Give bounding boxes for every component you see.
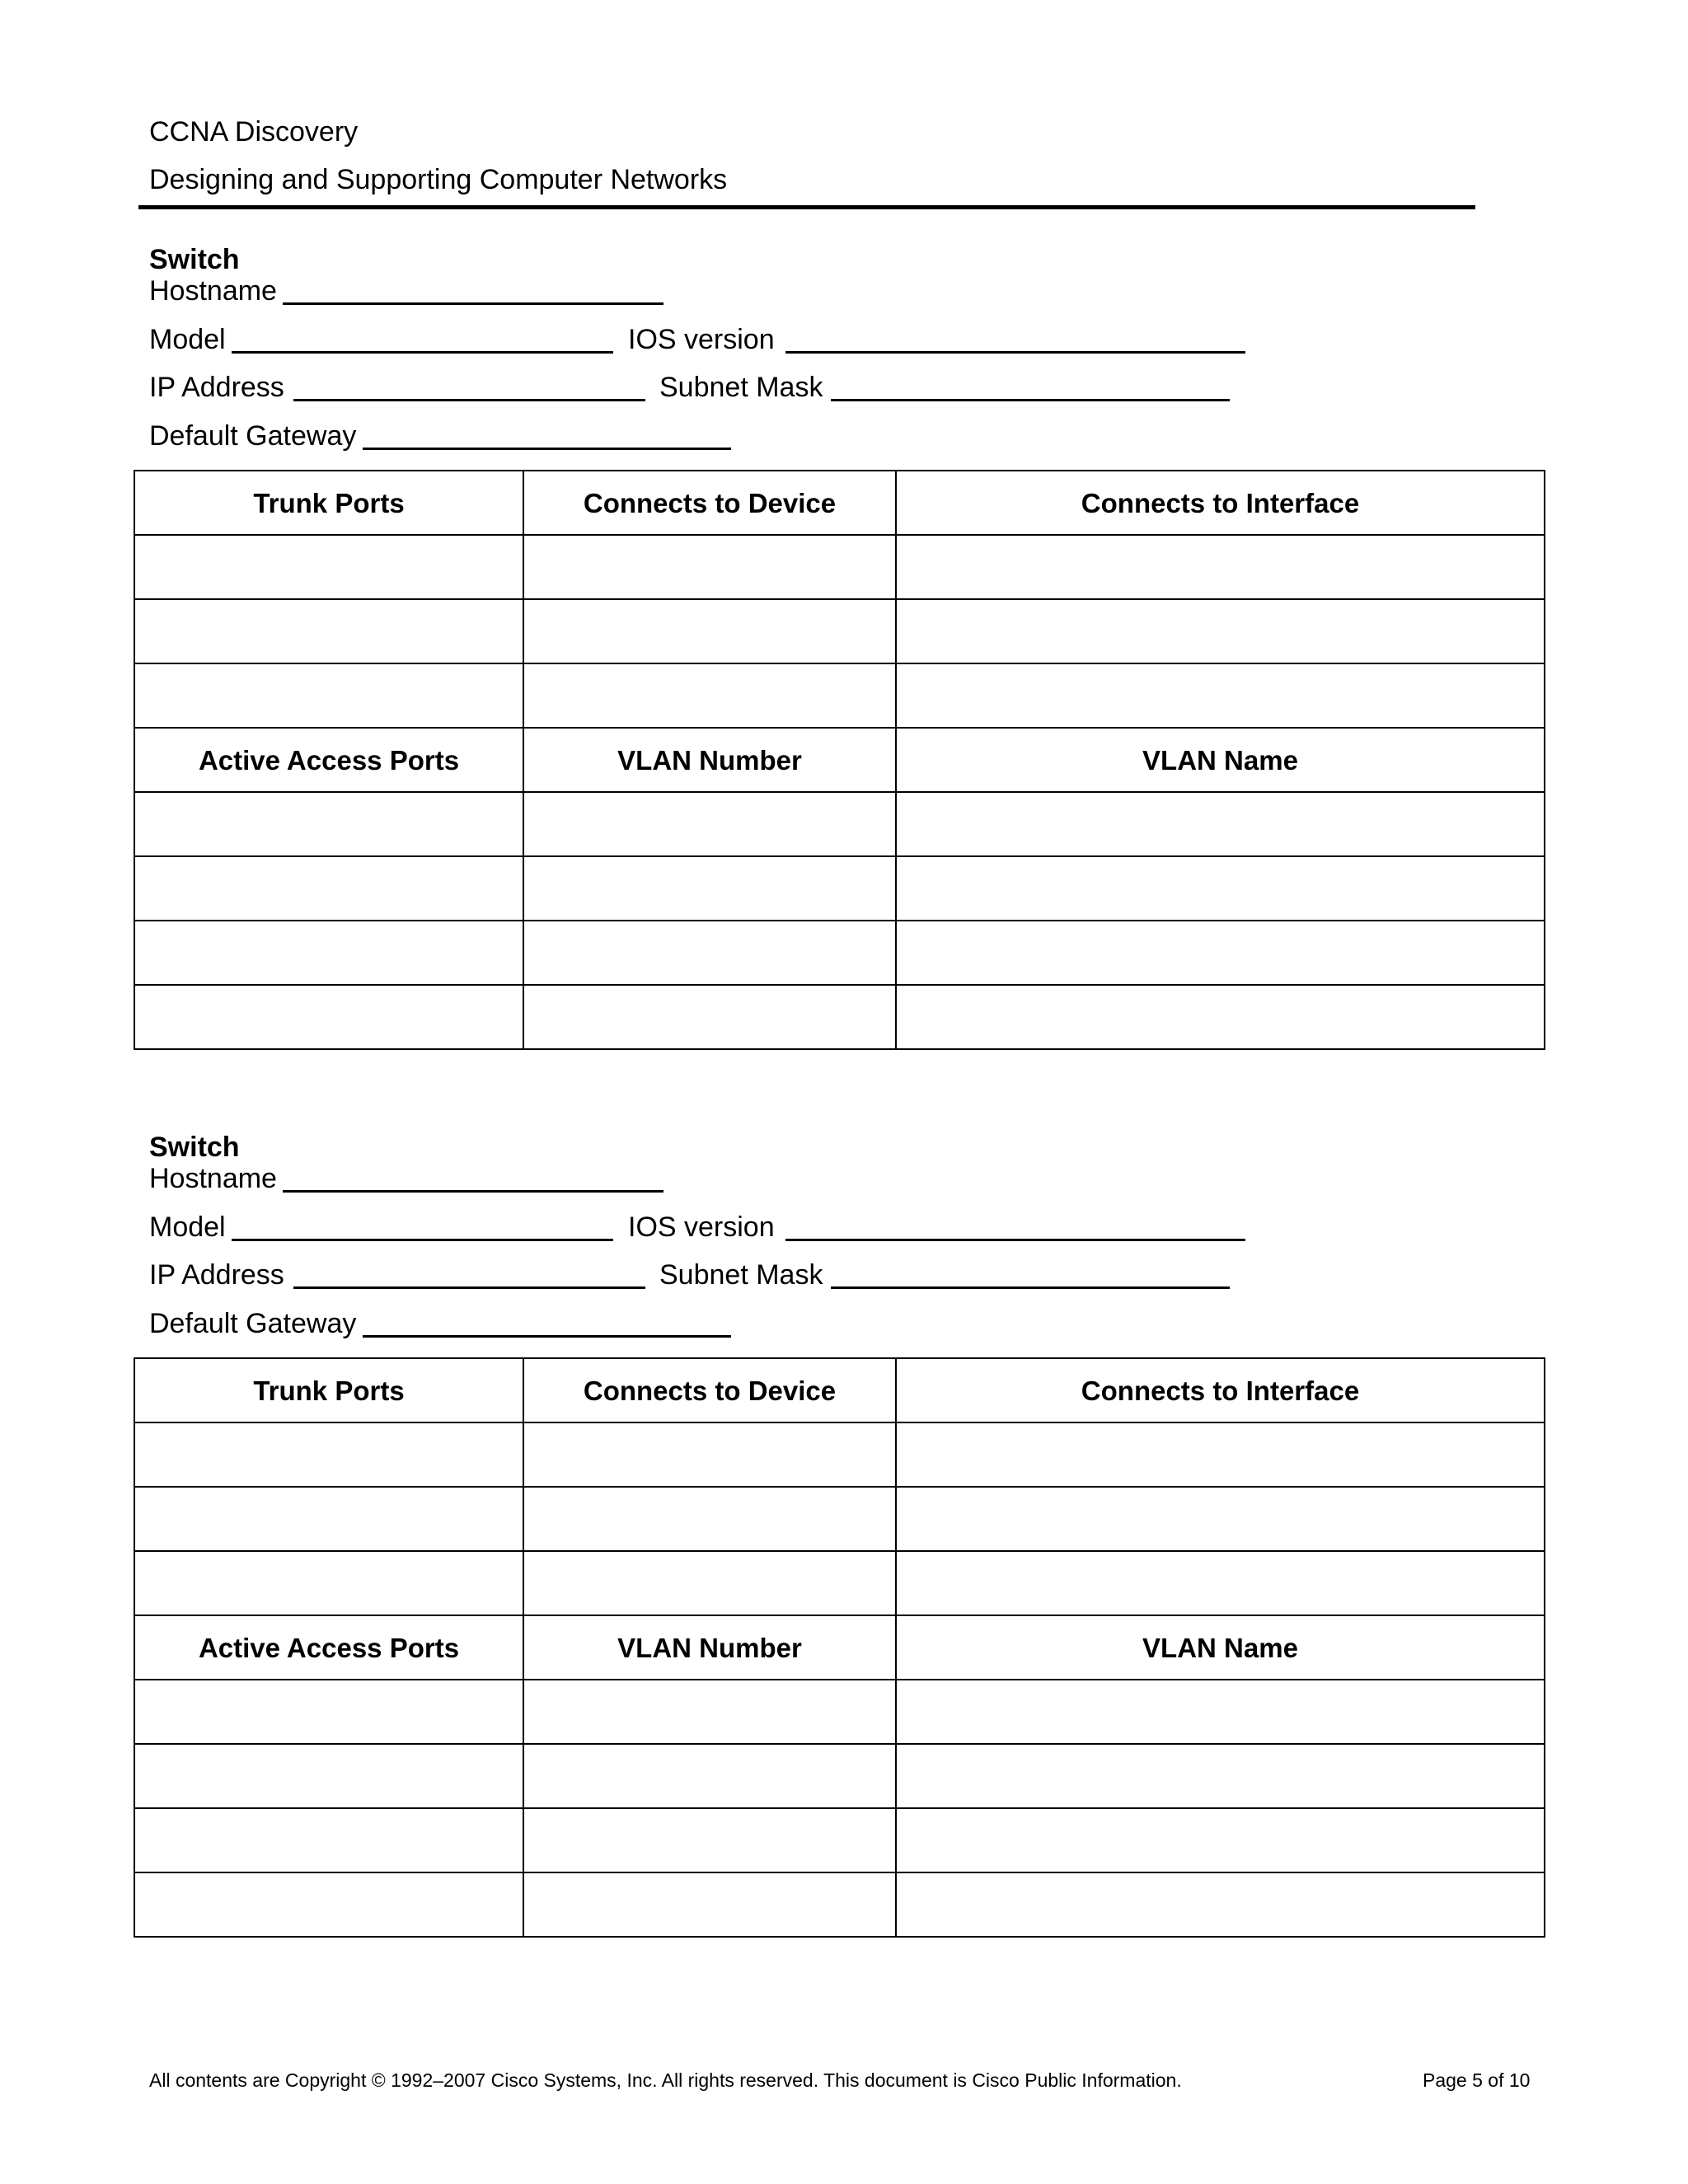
table-cell[interactable] [523,1872,896,1937]
table-cell[interactable] [134,1744,523,1808]
table-cell[interactable] [523,985,896,1049]
table-cell[interactable] [523,535,896,599]
subnet-mask-blank[interactable] [831,1286,1230,1289]
table-cell[interactable] [134,599,523,663]
copyright-notice: All contents are Copyright © 1992–2007 Cisco Systems, Inc. All rights reserved. This document is Cisco Public Information. [149,2069,1182,2091]
table-cell[interactable] [523,1487,896,1551]
table-cell[interactable] [896,1808,1545,1872]
table-row [134,792,1545,856]
model-blank[interactable] [232,1239,613,1241]
table-cell[interactable] [134,535,523,599]
table-cell[interactable] [523,599,896,663]
table-row [134,663,1545,728]
table-row [134,1551,1545,1615]
page-number: Page 5 of 10 [1423,2069,1531,2091]
hostname-label: Hostname [149,275,277,307]
subnet-mask-label: Subnet Mask [659,372,823,403]
table-cell[interactable] [896,1487,1545,1551]
trunk-ports-header: Trunk Ports [134,1358,523,1422]
table-cell[interactable] [523,1744,896,1808]
ip-address-blank[interactable] [293,399,645,401]
hostname-label: Hostname [149,1163,277,1194]
table-cell[interactable] [896,1872,1545,1937]
model-blank[interactable] [232,351,613,354]
vlan-name-header: VLAN Name [896,728,1545,792]
table-cell[interactable] [134,1872,523,1937]
section-title: Switch [149,244,240,275]
table-cell[interactable] [523,921,896,985]
ios-version-label: IOS version [628,324,775,355]
switch-ports-table [134,470,1545,1050]
table-cell[interactable] [896,535,1545,599]
table-row [134,728,1545,792]
table-row [134,471,1545,535]
table-cell[interactable] [896,1744,1545,1808]
table-cell[interactable] [523,1680,896,1744]
document-title: Designing and Supporting Computer Networks [149,164,728,195]
default-gateway-label: Default Gateway [149,420,357,452]
table-cell[interactable] [523,1551,896,1615]
table-cell[interactable] [896,1551,1545,1615]
table-cell[interactable] [896,599,1545,663]
table-cell[interactable] [896,663,1545,728]
table-cell[interactable] [134,1680,523,1744]
section-title: Switch [149,1132,240,1163]
table-row [134,921,1545,985]
connects-to-device-header: Connects to Device [523,1358,896,1422]
table-cell[interactable] [896,856,1545,921]
ip-address-label: IP Address [149,1259,284,1291]
ios-version-blank[interactable] [785,351,1245,354]
table-cell[interactable] [896,985,1545,1049]
vlan-name-header: VLAN Name [896,1615,1545,1680]
connects-to-interface-header: Connects to Interface [896,471,1545,535]
table-row [134,1680,1545,1744]
table-row [134,1358,1545,1422]
model-label: Model [149,1212,226,1243]
connects-to-interface-header: Connects to Interface [896,1358,1545,1422]
table-cell[interactable] [134,1808,523,1872]
table-cell[interactable] [134,1422,523,1487]
default-gateway-blank[interactable] [363,1335,731,1338]
hostname-blank[interactable] [283,302,663,305]
ios-version-label: IOS version [628,1212,775,1243]
vlan-number-header: VLAN Number [523,728,896,792]
header-rule [138,205,1475,209]
table-cell[interactable] [523,792,896,856]
model-label: Model [149,324,226,355]
trunk-ports-header: Trunk Ports [134,471,523,535]
table-row [134,1615,1545,1680]
table-cell[interactable] [896,792,1545,856]
default-gateway-label: Default Gateway [149,1308,357,1339]
table-row [134,1487,1545,1551]
table-cell[interactable] [134,792,523,856]
table-row [134,985,1545,1049]
table-cell[interactable] [523,1808,896,1872]
table-row [134,535,1545,599]
table-row [134,1872,1545,1937]
subnet-mask-blank[interactable] [831,399,1230,401]
table-cell[interactable] [523,856,896,921]
table-cell[interactable] [134,663,523,728]
table-row [134,1422,1545,1487]
ip-address-blank[interactable] [293,1286,645,1289]
table-cell[interactable] [896,1680,1545,1744]
ios-version-blank[interactable] [785,1239,1245,1241]
table-cell[interactable] [523,1422,896,1487]
table-cell[interactable] [523,663,896,728]
active-access-ports-header: Active Access Ports [134,728,523,792]
subnet-mask-label: Subnet Mask [659,1259,823,1291]
active-access-ports-header: Active Access Ports [134,1615,523,1680]
vlan-number-header: VLAN Number [523,1615,896,1680]
table-cell[interactable] [134,985,523,1049]
table-row [134,599,1545,663]
table-cell[interactable] [134,1487,523,1551]
table-row [134,856,1545,921]
table-cell[interactable] [134,921,523,985]
hostname-blank[interactable] [283,1190,663,1193]
connects-to-device-header: Connects to Device [523,471,896,535]
ip-address-label: IP Address [149,372,284,403]
table-cell[interactable] [896,921,1545,985]
default-gateway-blank[interactable] [363,448,731,450]
table-cell[interactable] [134,1551,523,1615]
table-row [134,1744,1545,1808]
table-cell[interactable] [896,1422,1545,1487]
switch-ports-table [134,1357,1545,1938]
table-cell[interactable] [134,856,523,921]
table-row [134,1808,1545,1872]
course-name: CCNA Discovery [149,116,359,148]
